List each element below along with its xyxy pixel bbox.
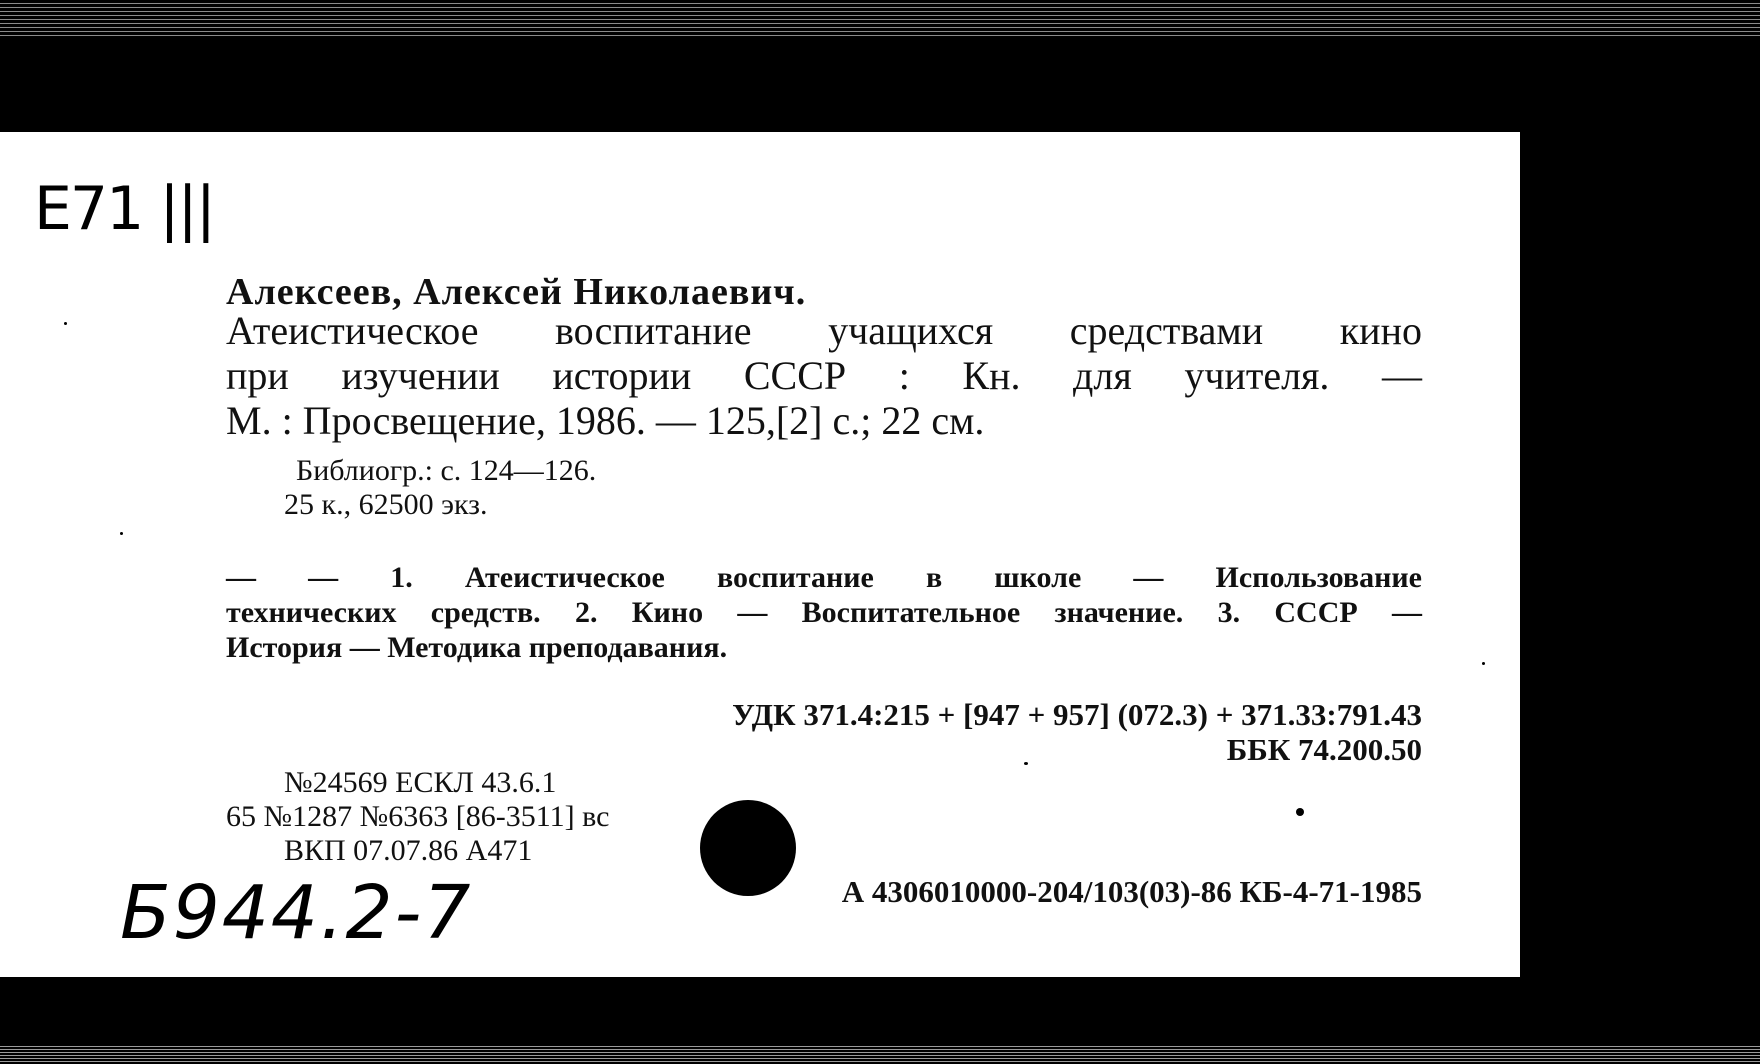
subject-line: — — 1. Атеистическое воспитание в школе — Использование xyxy=(226,561,1422,594)
imprint-code: А 4306010000-204/103(03)-86 КБ-4-71-1985 xyxy=(841,874,1422,909)
title-line: при изучении истории СССР : Кн. для учителя. — xyxy=(226,353,1422,398)
scan-border-bottom xyxy=(0,1044,1760,1064)
dust-speck xyxy=(64,322,67,325)
title-line: М. : Просвещение, 1986. — 125,[2] с.; 22 см. xyxy=(226,398,985,443)
subject-line: технических средств. 2. Кино — Воспитательное значение. 3. СССР — xyxy=(226,596,1422,629)
author-heading: Алексеев, Алексей Николаевич. xyxy=(226,271,807,313)
price-copies-note: 25 к., 62500 экз. xyxy=(284,488,488,521)
title-statement xyxy=(226,308,1422,443)
accession-line: 65 №1287 №6363 [86-3511] вс xyxy=(226,800,610,833)
bibliography-note: Библиогр.: с. 124—126. xyxy=(296,454,597,487)
dust-speck xyxy=(1296,808,1304,816)
subject-headings xyxy=(226,560,1422,665)
accession-line: №24569 ЕСКЛ 43.6.1 xyxy=(284,766,557,799)
dust-speck xyxy=(120,532,123,535)
dust-speck xyxy=(1024,762,1028,765)
punch-hole xyxy=(700,800,796,896)
accession-line: ВКП 07.07.86 А471 xyxy=(284,834,533,867)
dust-speck xyxy=(1482,662,1485,665)
subject-line: История — Методика преподавания. xyxy=(226,631,728,664)
scan-border-top xyxy=(0,0,1760,36)
catalog-card xyxy=(0,132,1520,977)
title-line: Атеистическое воспитание учащихся средствами кино xyxy=(226,308,1422,353)
udk-classification: УДК 371.4:215 + [947 + 957] (072.3) + 371.33:791.43 xyxy=(732,697,1422,732)
bbk-classification: ББК 74.200.50 xyxy=(1226,732,1422,767)
handwritten-shelf-mark: E71 ||| xyxy=(34,174,214,244)
handwritten-call-number: Б944.2-7 xyxy=(120,870,473,956)
